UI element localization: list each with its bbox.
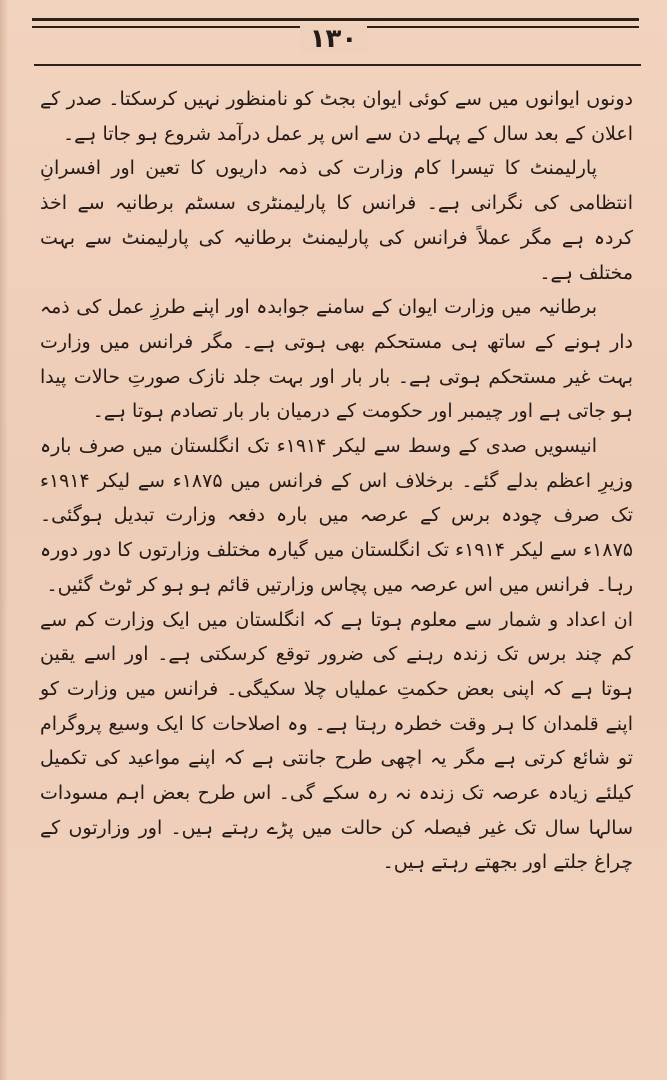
page-body-text (40, 82, 633, 880)
header-underline-rule (34, 64, 641, 66)
paragraph-ministry-changes: انیسویں صدی کے وسط سے لیکر ۱۹۱۴ء تک انگلستان میں صرف بارہ وزیرِ اعظم بدلے گئے۔ برخلاف اس کے فرانس میں ۱۸۷۵ء سے لیکر ۱۹۱۴ء تک صرف چودہ برس کے عرصہ میں بارہ دفعہ وزارت تبدیل ہوگئی۔ ۱۸۷۵ء سے لیکر ۱۹۱۴ء تک انگلستان میں گیارہ مختلف وزارتوں کا دور دورہ رہا۔ فرانس میں اس عرصہ میں پچاس وزارتیں قائم ہو ہو کر ٹوٹ گئیں۔ (40, 435, 633, 596)
paragraph-parliament-duties: پارلیمنٹ کا تیسرا کام وزارت کی ذمہ داریوں کا تعین اور افسرانِ انتظامی کی نگرانی ہے۔ فرانس کا پارلیمنٹری سسٹم برطانیہ سے اخذ کردہ ہے مگر عملاً فرانس کی پارلیمنٹ برطانیہ کی پارلیمنٹ سے بہت مختلف ہے۔ (40, 157, 633, 284)
paragraph-statistics-conclusion: ان اعداد و شمار سے معلوم ہوتا ہے کہ انگلستان میں ایک وزارت کم سے کم چند برس تک زندہ رہنے کی ضرور توقع کرسکتی ہے۔ اور اسے یقین ہوتا ہے کہ اپنی بعض حکمتِ عملیاں چلا سکیگی۔ فرانس میں وزارت کو اپنے قلمدان کا ہر وقت خطرہ رہتا ہے۔ وہ اصلاحات کا ایک وسیع پروگرام تو شائع کرتی ہے مگر یہ اچھی طرح جانتی ہے کہ اپنے مواعید کی تکمیل کیلئے زیادہ عرصہ تک زندہ نہ رہ سکے گی۔ اس طرح بعض اہم مسودات سالہا سال تک غیر فیصلہ کن حالت میں پڑے رہتے ہیں۔ اور وزارتوں کے چراغ جلتے اور بجھتے رہتے ہیں۔ (40, 608, 633, 874)
paragraph-budget: دونوں ایوانوں میں سے کوئی ایوان بجٹ کو نامنظور نہیں کرسکتا۔ صدر کے اعلان کے بعد سال کے پہلے دن سے اس پر عمل درآمد شروع ہو جاتا ہے۔ (40, 88, 633, 145)
page-number (0, 24, 667, 54)
page-edge-shadow (0, 0, 8, 1080)
header-rule-thick (32, 18, 639, 21)
paragraph-ministry-stability: برطانیہ میں وزارت ایوان کے سامنے جوابدہ اور اپنے طرزِ عمل کی ذمہ دار ہونے کے ساتھ ہی مستحکم بھی ہوتی ہے۔ مگر فرانس میں وزارت بہت غیر مستحکم ہوتی ہے۔ بار بار اور بہت جلد نازک صورتِ حالات پیدا ہو جاتی ہے اور چیمبر اور حکومت کے درمیان بار بار تصادم ہوتا ہے۔ (40, 296, 633, 423)
page-number-text: ۱۳۰ (300, 24, 368, 54)
